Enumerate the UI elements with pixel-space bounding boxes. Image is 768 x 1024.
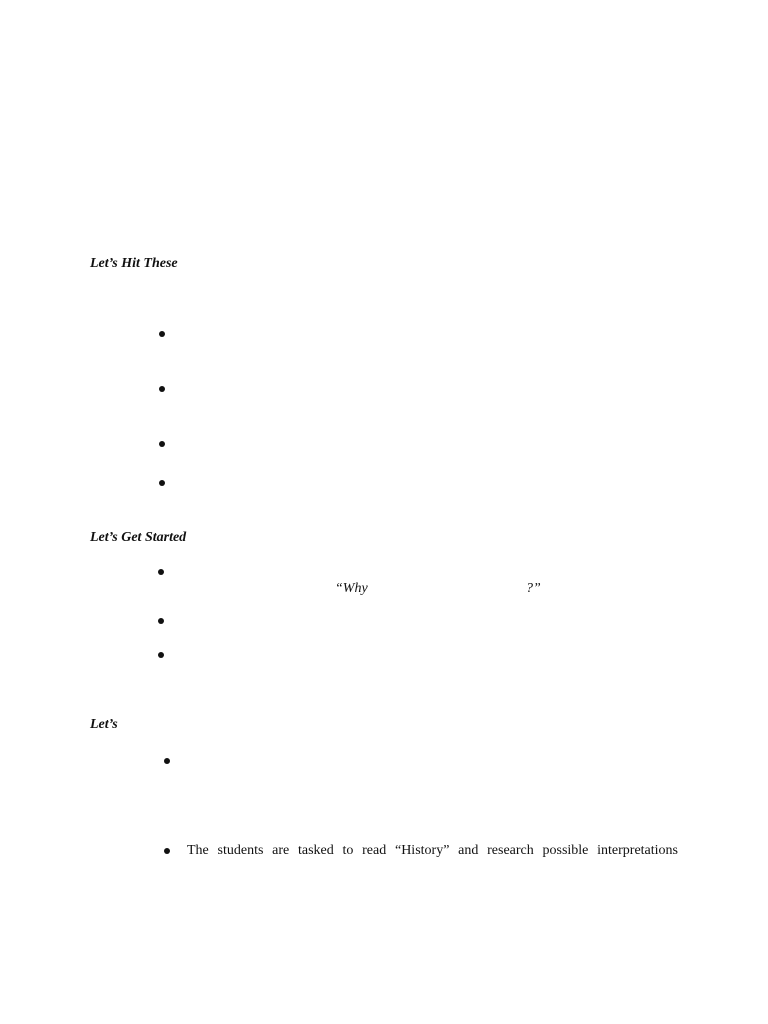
list-bullet [159, 480, 165, 486]
list-bullet [164, 758, 170, 764]
list-bullet [159, 441, 165, 447]
list-bullet [159, 331, 165, 337]
list-bullet [158, 569, 164, 575]
section-heading-lets: Let’s [90, 717, 118, 732]
question-fragment-start: “Why [335, 581, 368, 596]
question-fragment-end: ?” [526, 581, 541, 596]
list-item-text: The students are tasked to read “History” and research possible interpretations [187, 843, 678, 858]
list-bullet [158, 652, 164, 658]
list-bullet [159, 386, 165, 392]
list-bullet [158, 618, 164, 624]
section-heading-hit-these: Let’s Hit These [90, 256, 178, 271]
section-heading-get-started: Let’s Get Started [90, 530, 187, 545]
list-bullet [164, 848, 170, 854]
